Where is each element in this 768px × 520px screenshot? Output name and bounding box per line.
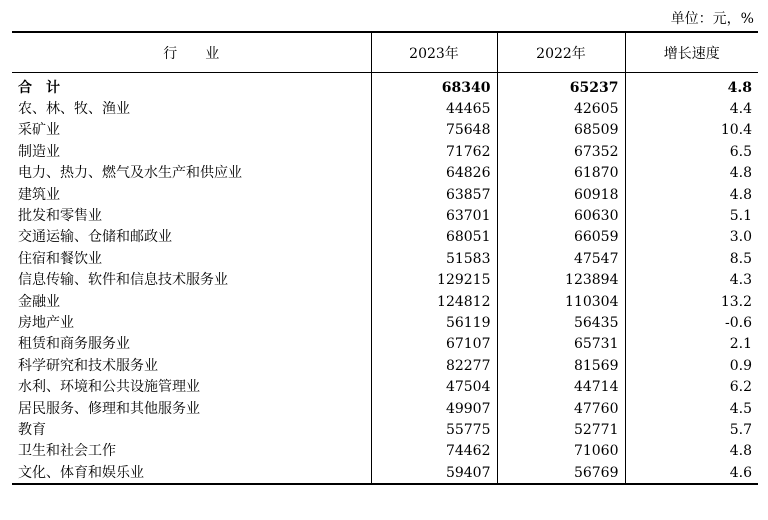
- value-2022-cell: 42605: [497, 98, 625, 119]
- industry-cell: 金融业: [18, 293, 60, 310]
- growth-cell: 13.2: [625, 291, 758, 312]
- industry-cell: 合 计: [18, 79, 60, 96]
- table-row: [12, 355, 758, 376]
- table-body: [12, 73, 758, 485]
- growth-cell: 5.7: [625, 419, 758, 440]
- table-row: [12, 227, 758, 248]
- table-row: [12, 184, 758, 205]
- industry-cell: 批发和零售业: [18, 208, 102, 225]
- value-2022-cell: 61870: [497, 163, 625, 184]
- value-2023-cell: 129215: [371, 270, 497, 291]
- value-2022-cell: 65237: [497, 73, 625, 99]
- value-2023-cell: 44465: [371, 98, 497, 119]
- value-2023-cell: 74462: [371, 441, 497, 462]
- growth-cell: 4.8: [625, 184, 758, 205]
- header-growth: 增长速度: [625, 32, 758, 73]
- value-2022-cell: 67352: [497, 141, 625, 162]
- industry-cell: 水利、环境和公共设施管理业: [18, 379, 200, 396]
- growth-cell: 4.8: [625, 441, 758, 462]
- header-industry: 行 业: [12, 32, 371, 73]
- value-2022-cell: 60918: [497, 184, 625, 205]
- growth-cell: -0.6: [625, 312, 758, 333]
- table-row: [12, 291, 758, 312]
- value-2022-cell: 56435: [497, 312, 625, 333]
- industry-cell: 文化、体育和娱乐业: [12, 462, 371, 484]
- value-2022-cell: 56769: [497, 462, 625, 484]
- table-row: [12, 462, 758, 484]
- header-row: [12, 32, 758, 73]
- value-2023-cell: 47504: [371, 376, 497, 397]
- growth-cell: 8.5: [625, 248, 758, 269]
- value-2022-cell: 81569: [497, 355, 625, 376]
- growth-cell: 4.3: [625, 270, 758, 291]
- growth-cell: 6.5: [625, 141, 758, 162]
- value-2022-cell: 123894: [497, 270, 625, 291]
- growth-cell: 0.9: [625, 355, 758, 376]
- value-2023-cell: 55775: [371, 419, 497, 440]
- value-2023-cell: 56119: [371, 312, 497, 333]
- industry-cell: 建筑业: [18, 186, 60, 203]
- table-row: [12, 419, 758, 440]
- wage-table: [12, 31, 758, 485]
- value-2022-cell: 110304: [497, 291, 625, 312]
- value-2023-cell: 49907: [371, 398, 497, 419]
- value-2023-cell: 59407: [371, 462, 497, 484]
- industry-cell: 租赁和商务服务业: [18, 336, 130, 353]
- value-2022-cell: 71060: [497, 441, 625, 462]
- growth-cell: 2.1: [625, 334, 758, 355]
- table-row: [12, 163, 758, 184]
- industry-cell: 居民服务、修理和其他服务业: [18, 400, 200, 417]
- table-row: [12, 248, 758, 269]
- value-2023-cell: 68340: [371, 73, 497, 99]
- growth-cell: 10.4: [625, 120, 758, 141]
- industry-cell: 交通运输、仓储和邮政业: [18, 229, 172, 246]
- table-row: [12, 441, 758, 462]
- table-row: [12, 141, 758, 162]
- header-2022: 2022年: [497, 32, 625, 73]
- value-2023-cell: 71762: [371, 141, 497, 162]
- value-2022-cell: 68509: [497, 120, 625, 141]
- value-2023-cell: 75648: [371, 120, 497, 141]
- value-2023-cell: 63857: [371, 184, 497, 205]
- total-row: [12, 73, 758, 99]
- value-2022-cell: 66059: [497, 227, 625, 248]
- industry-cell: 农、林、牧、渔业: [18, 101, 130, 118]
- growth-cell: 4.6: [625, 462, 758, 484]
- growth-cell: 3.0: [625, 227, 758, 248]
- industry-cell: 电力、热力、燃气及水生产和供应业: [18, 165, 242, 182]
- industry-cell: 采矿业: [18, 122, 60, 139]
- industry-cell: 房地产业: [18, 314, 74, 331]
- table-row: [12, 398, 758, 419]
- growth-cell: 4.8: [625, 163, 758, 184]
- header-2023: 2023年: [371, 32, 497, 73]
- table-row: [12, 120, 758, 141]
- table-row: [12, 312, 758, 333]
- growth-cell: 5.1: [625, 205, 758, 226]
- growth-cell: 4.4: [625, 98, 758, 119]
- value-2023-cell: 67107: [371, 334, 497, 355]
- table-row: [12, 205, 758, 226]
- industry-cell: 科学研究和技术服务业: [18, 357, 158, 374]
- value-2022-cell: 65731: [497, 334, 625, 355]
- value-2022-cell: 52771: [497, 419, 625, 440]
- table-row: [12, 334, 758, 355]
- industry-cell: 住宿和餐饮业: [18, 250, 102, 267]
- industry-cell: 卫生和社会工作: [18, 443, 116, 460]
- industry-cell: 信息传输、软件和信息技术服务业: [18, 272, 228, 289]
- growth-cell: 4.8: [625, 73, 758, 99]
- value-2022-cell: 47547: [497, 248, 625, 269]
- value-2022-cell: 60630: [497, 205, 625, 226]
- table-header: [12, 32, 758, 73]
- industry-cell: 制造业: [18, 143, 60, 160]
- table-row: [12, 270, 758, 291]
- table-row: [12, 98, 758, 119]
- value-2023-cell: 82277: [371, 355, 497, 376]
- value-2023-cell: 68051: [371, 227, 497, 248]
- value-2022-cell: 47760: [497, 398, 625, 419]
- value-2022-cell: 44714: [497, 376, 625, 397]
- value-2023-cell: 64826: [371, 163, 497, 184]
- growth-cell: 6.2: [625, 376, 758, 397]
- value-2023-cell: 124812: [371, 291, 497, 312]
- value-2023-cell: 63701: [371, 205, 497, 226]
- industry-cell: 教育: [18, 421, 46, 438]
- unit-note: 单位：元，%: [670, 11, 754, 27]
- value-2023-cell: 51583: [371, 248, 497, 269]
- table-row: [12, 376, 758, 397]
- growth-cell: 4.5: [625, 398, 758, 419]
